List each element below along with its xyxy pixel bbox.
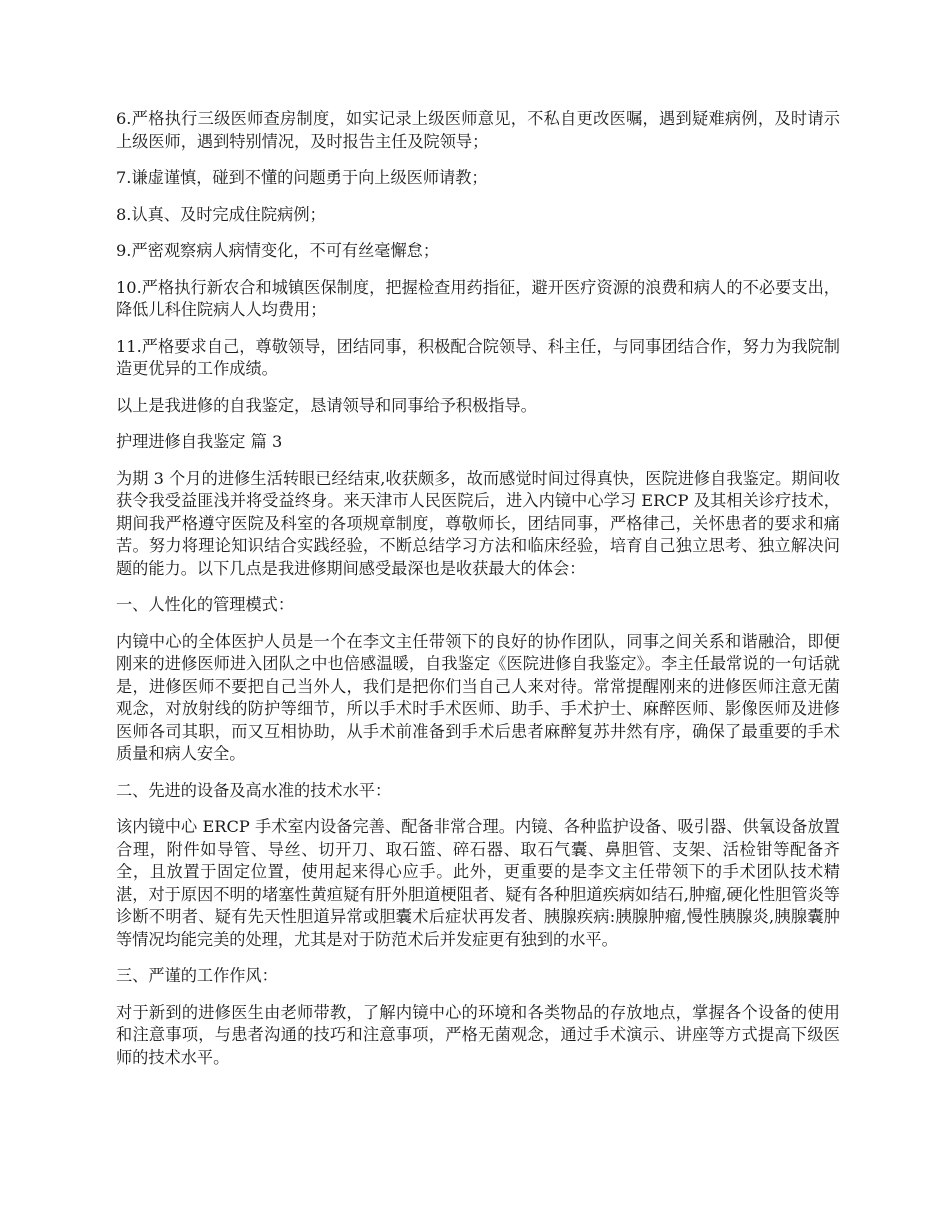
document-page (116, 108, 840, 1083)
paragraph-item-7: 7.谦虚谨慎，碰到不懂的问题勇于向上级医师请教； (116, 168, 488, 187)
paragraph-item-9: 9.严密观察病人病情变化，不可有丝毫懈怠； (116, 241, 440, 260)
heading-1: 一、人性化的管理模式： (116, 595, 295, 614)
paragraph-item-11: 11.严格要求自己，尊敬领导，团结同事，积极配合院领导、科主任，与同事团结合作，努力为我院制造更优异的工作成绩。 (116, 336, 840, 378)
intro-paragraph: 为期 3 个月的进修生活转眼已经结束,收获颇多，故而感觉时间过得真快，医院进修自我鉴定。期间收获令我受益匪浅并将受益终身。来天津市人民医院后，进入内镜中心学习 ERCP 及其相关诊疗技术，期间我严格遵守医院及科室的各项规章制度，尊敬师长，团结同事，严格律己，关怀患者的要求和痛苦。努力将理论知识结合实践经验，不断总结学习方法和临床经验，培育自己独立思考、独立解决问题的能力。以下几点是我进修期间感受最深也是收获最大的体会： (116, 468, 840, 578)
body-paragraph-2: 该内镜中心 ERCP 手术室内设备完善、配备非常合理。内镜、各种监护设备、吸引器、供氧设备放置合理，附件如导管、导丝、切开刀、取石篮、碎石器、取石气囊、鼻胆管、支架、活检钳等配备齐全，且放置于固定位置，使用起来得心应手。此外，更重要的是李文主任带领下的手术团队技术精湛，对于原因不明的堵塞性黄疸疑有肝外胆道梗阻者、疑有各种胆道疾病如结石,肿瘤,硬化性胆管炎等诊断不明者、疑有先天性胆道异常或胆囊术后症状再发者、胰腺疾病:胰腺肿瘤,慢性胰腺炎,胰腺囊肿等情况均能完美的处理，尤其是对于防范术后并发症更有独到的水平。 (116, 817, 840, 949)
closing-paragraph: 以上是我进修的自我鉴定，恳请领导和同事给予积极指导。 (116, 395, 537, 415)
heading-2: 二、先进的设备及高水准的技术水平： (116, 780, 392, 800)
paragraph-item-10: 10.严格执行新农合和城镇医保制度，把握检查用药指征，避开医疗资源的浪费和病人的不必要支出，降低儿科住院病人人均费用； (116, 277, 840, 319)
paragraph-item-6: 6.严格执行三级医师查房制度，如实记录上级医师意见，不私自更改医嘱，遇到疑难病例，及时请示上级医师，遇到特别情况，及时报告主任及院领导； (116, 109, 840, 151)
section-title: 护理进修自我鉴定 篇 3 (116, 432, 283, 451)
heading-3: 三、严谨的工作作风： (116, 966, 278, 985)
body-paragraph-1: 内镜中心的全体医护人员是一个在李文主任带领下的良好的协作团队，同事之间关系和谐融洽，即便刚来的进修医师进入团队之中也倍感温暖，自我鉴定《医院进修自我鉴定》。李主任最常说的一句话就是，进修医师不要把自己当外人，我们是把你们当自己人来对待。常常提醒刚来的进修医师注意无菌观念，对放射线的防护等细节，所以手术时手术医师、助手、手术护士、麻醉医师、影像医师及进修医师各司其职，而又互相协助，从手术前准备到手术后患者麻醉复苏井然有序，确保了最重要的手术质量和病人安全。 (116, 631, 840, 763)
paragraph-item-8: 8.认真、及时完成住院病例； (116, 204, 326, 224)
body-paragraph-3: 对于新到的进修医生由老师带教，了解内镜中心的环境和各类物品的存放地点，掌握各个设备的使用和注意事项，与患者沟通的技巧和注意事项，严格无菌观念，通过手术演示、讲座等方式提高下级医师的技术水平。 (116, 1002, 840, 1067)
